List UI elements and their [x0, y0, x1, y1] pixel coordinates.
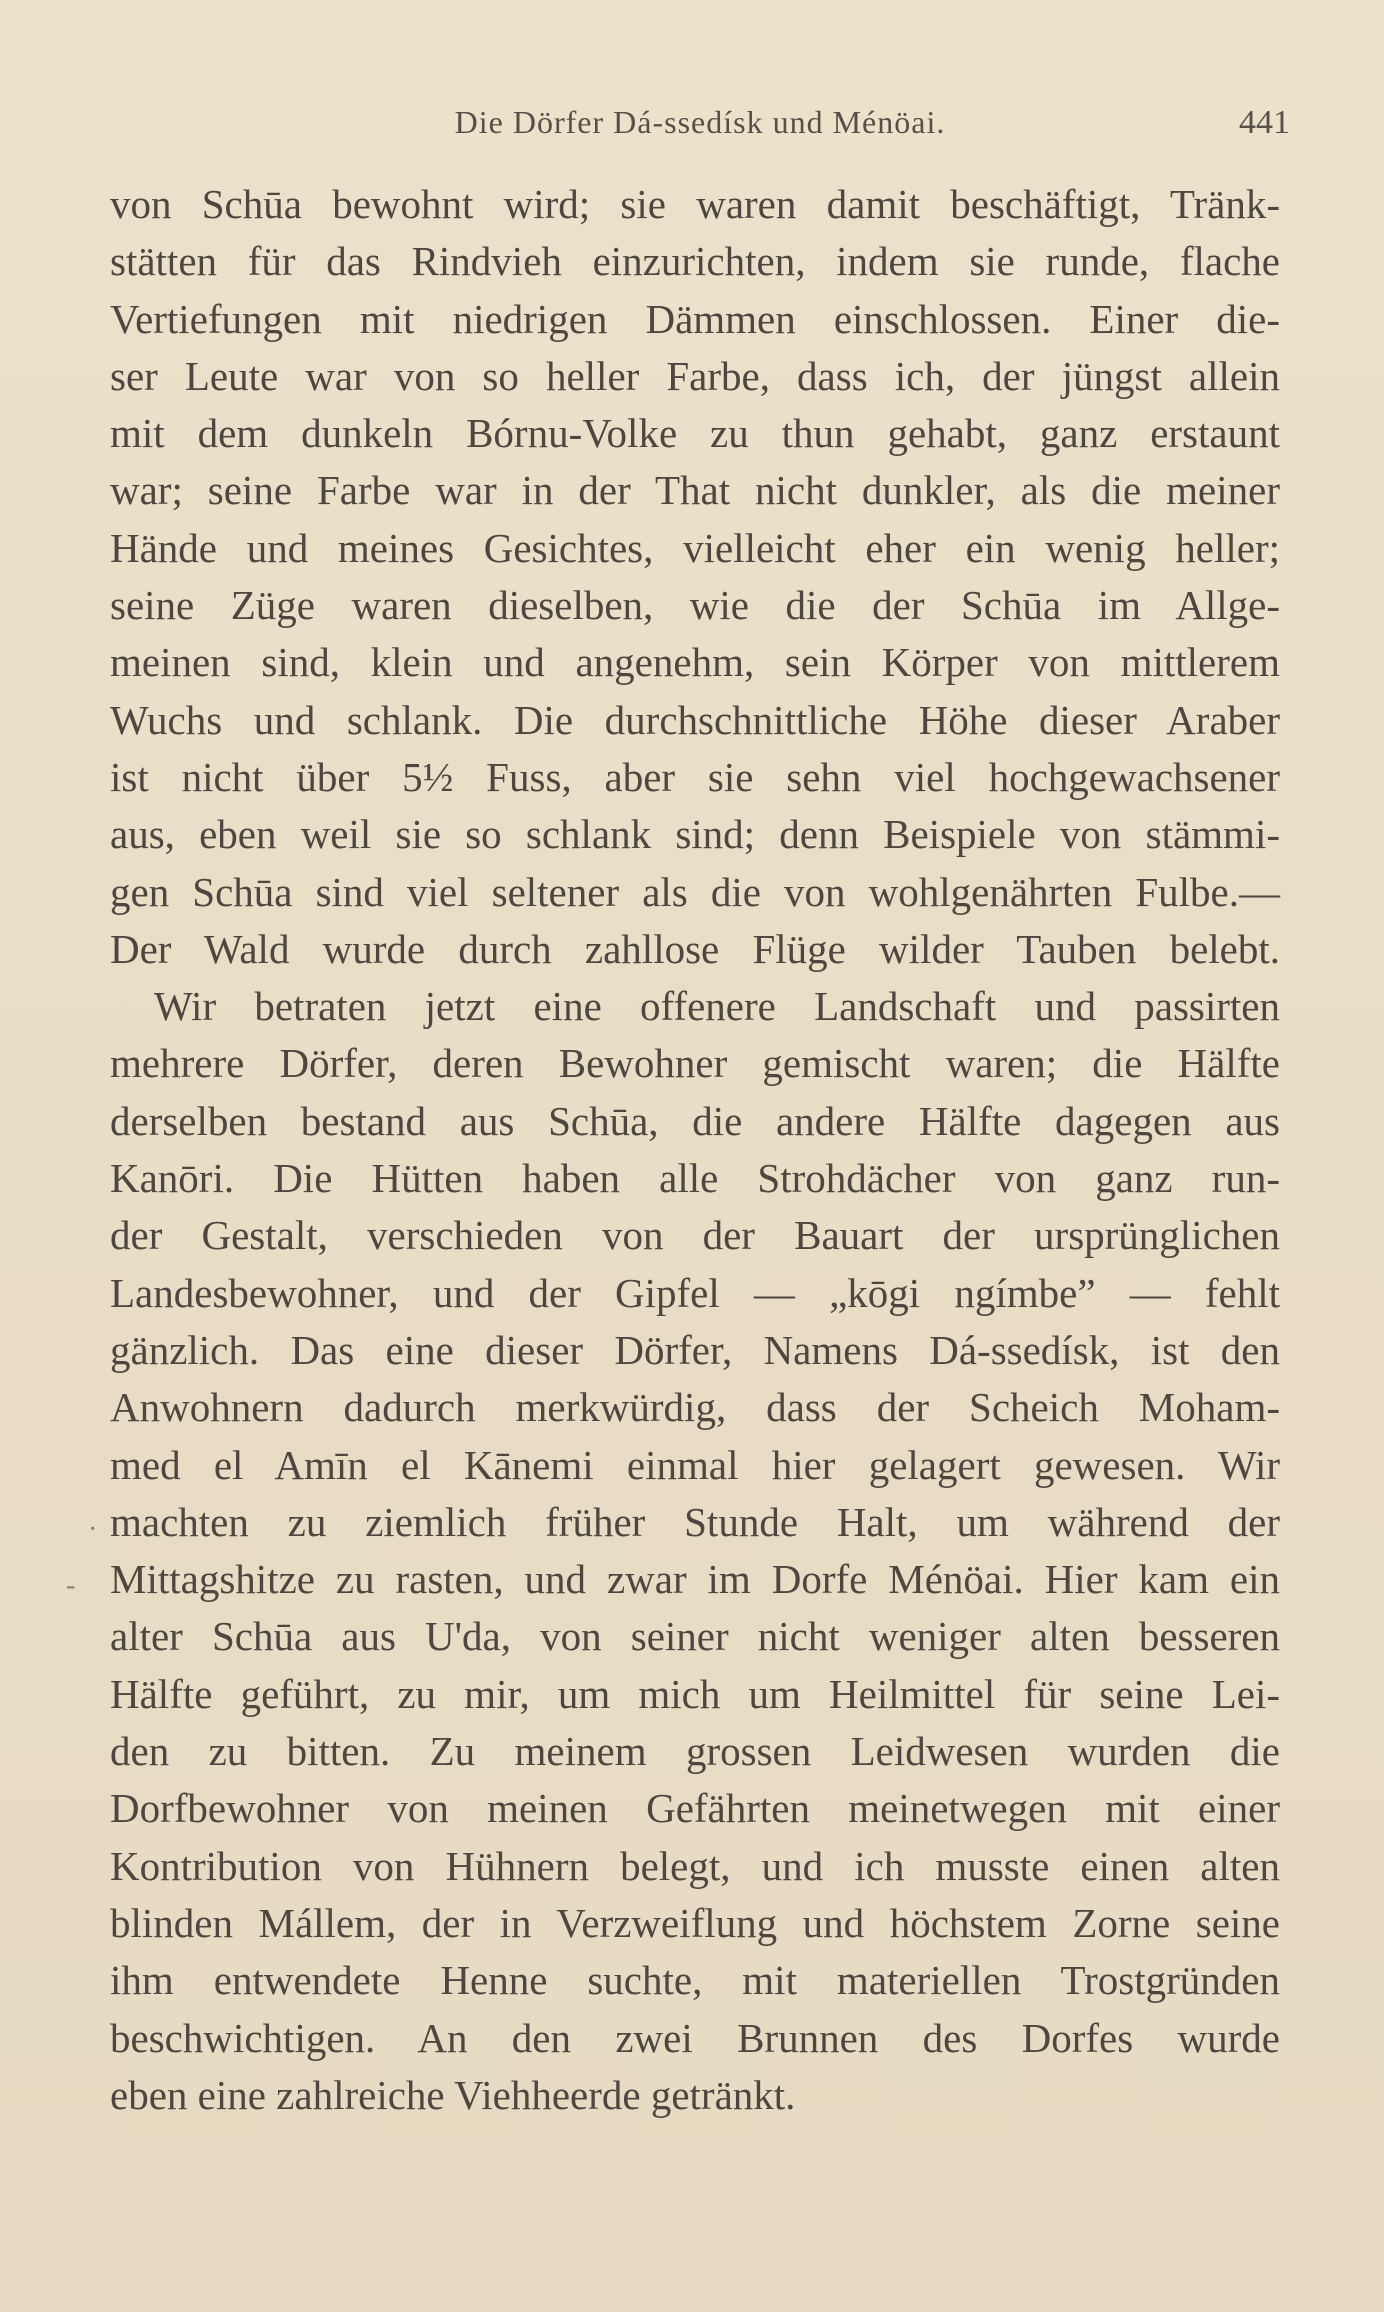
text-line: Anwohnern dadurch merkwürdig, dass der Scheich Moham-	[110, 1384, 1280, 1431]
text-line: Der Wald wurde durch zahllose Flüge wilder Tauben belebt.	[110, 925, 1280, 972]
text-line: blinden Mállem, der in Verzweiflung und höchstem Zorne seine	[110, 1899, 1280, 1946]
body-text	[110, 176, 1280, 2124]
text-line: Hälfte geführt, zu mir, um mich um Heilmittel für seine Lei-	[110, 1670, 1280, 1717]
text-line: meinen sind, klein und angenehm, sein Körper von mittlerem	[110, 639, 1280, 686]
margin-dot: ·	[88, 1514, 98, 1545]
text-line: Landesbewohner, und der Gipfel — „kōgi ngímbe” — fehlt	[110, 1269, 1280, 1316]
running-title: Die Dörfer Dá-ssedísk und Ménöai.	[454, 104, 946, 140]
text-line: Mittagshitze zu rasten, und zwar im Dorfe Ménöai. Hier kam ein	[110, 1556, 1280, 1603]
text-line: Wuchs und schlank. Die durchschnittliche Höhe dieser Araber	[110, 696, 1280, 743]
text-line: von Schūa bewohnt wird; sie waren damit beschäftigt, Tränk-	[110, 181, 1280, 227]
text-line: seine Züge waren dieselben, wie die der Schūa im Allge-	[110, 582, 1280, 629]
text-line: alter Schūa aus U'da, von seiner nicht weniger alten besseren	[110, 1613, 1280, 1660]
page-number: 441	[1239, 104, 1290, 141]
text-line: der Gestalt, verschieden von der Bauart der ursprünglichen	[110, 1212, 1280, 1259]
text-line: beschwichtigen. An den zwei Brunnen des Dorfes wurde	[110, 2014, 1280, 2061]
text-line: stätten für das Rindvieh einzurichten, indem sie runde, flache	[110, 238, 1280, 285]
text-line: machten zu ziemlich früher Stunde Halt, um während der	[110, 1498, 1280, 1545]
text-line: ser Leute war von so heller Farbe, dass ich, der jüngst allein	[110, 352, 1280, 399]
margin-dash: -	[66, 1570, 76, 1601]
text-line: Hände und meines Gesichtes, vielleicht eher ein wenig heller;	[110, 524, 1280, 571]
text-line: Dorfbewohner von meinen Gefährten meinetwegen mit einer	[110, 1785, 1280, 1832]
text-line: Vertiefungen mit niedrigen Dämmen einschlossen. Einer die-	[110, 295, 1280, 342]
text-line: war; seine Farbe war in der That nicht dunkler, als die meiner	[110, 467, 1280, 514]
text-line: gen Schūa sind viel seltener als die von wohlgenährten Fulbe.—	[110, 868, 1280, 915]
text-line: den zu bitten. Zu meinem grossen Leidwesen wurden die	[110, 1728, 1280, 1775]
text-line: mehrere Dörfer, deren Bewohner gemischt waren; die Hälfte	[110, 1040, 1280, 1087]
text-line: aus, eben weil sie so schlank sind; denn Beispiele von stämmi-	[110, 811, 1280, 858]
text-line: Kontribution von Hühnern belegt, und ich musste einen alten	[110, 1842, 1280, 1889]
running-head	[110, 104, 1290, 152]
text-line: derselben bestand aus Schūa, die andere Hälfte dagegen aus	[110, 1097, 1280, 1144]
text-line: Kanōri. Die Hütten haben alle Strohdächer von ganz run-	[110, 1155, 1280, 1202]
text-line: mit dem dunkeln Bórnu-Volke zu thun gehabt, ganz erstaunt	[110, 410, 1280, 457]
text-line: ihm entwendete Henne suchte, mit materiellen Trostgründen	[110, 1957, 1280, 2004]
text-line: ist nicht über 5½ Fuss, aber sie sehn viel hochgewachsener	[110, 753, 1280, 800]
paragraph-end-line: eben eine zahlreiche Viehheerde getränkt.	[110, 2071, 796, 2118]
text-line: med el Amīn el Kānemi einmal hier gelagert gewesen. Wir	[110, 1441, 1280, 1488]
paragraph-start-line: Wir betraten jetzt eine offenere Landschaft und passirten	[154, 983, 1280, 1030]
text-line: gänzlich. Das eine dieser Dörfer, Namens Dá-ssedísk, ist den	[110, 1326, 1280, 1373]
